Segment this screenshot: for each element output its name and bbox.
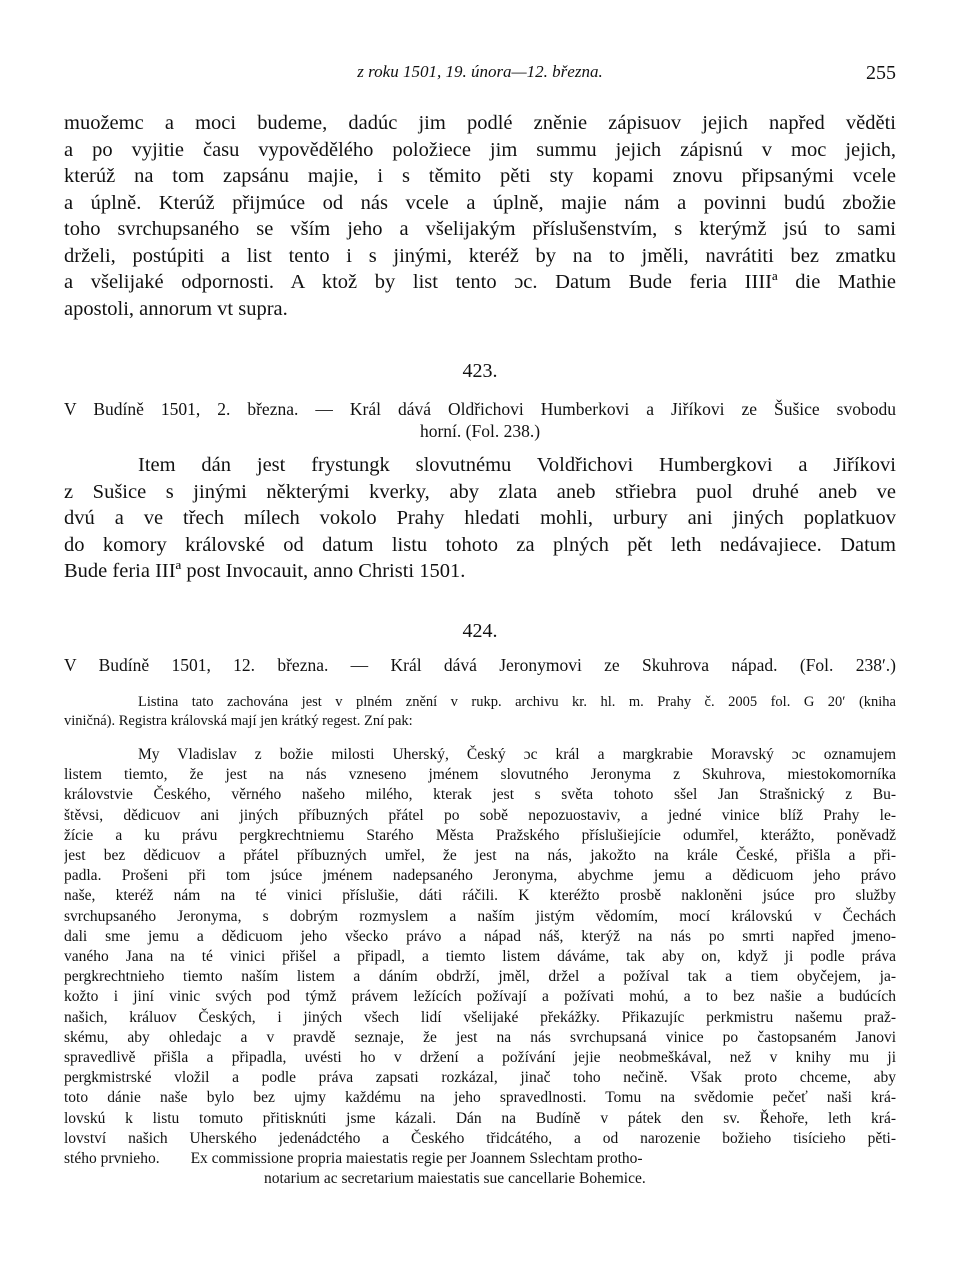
text-line: královstvie Českého, věrného našeho milého, kterak jest s světa tohoto sšel Jan Strašnický z Bu-: [64, 786, 896, 804]
note-line: Listina tato zachována jest v plném znění v rukp. archivu kr. hl. m. Prahy č. 2005 fol. G 20ʹ (kniha: [138, 694, 896, 710]
page-header: [64, 62, 896, 90]
text-line: a po vyjitie času vypověděléhо položiece jim summu jejich zápisnú v moc jejich,: [64, 138, 896, 161]
text-line: naše, kteréž nám na té vinici příslušie, dáti ráčili. K kteréžto prosbě nakloněni jsúce pro službу: [64, 887, 896, 905]
text-line: Item dán jest frystungk slovutnému Voldřichovi Humbergkovi a Jiříkovi: [138, 454, 896, 476]
text-line: a úplně. Kterúž přijmúce od nás vcele a úplně, majie nám a povinni budú zbožie: [64, 191, 896, 214]
text-line: štěvsi, dědicuov ani jiných příbuzných přátel po sobě nepozuostaviv, a jedné vinice blíž Prahy le-: [64, 806, 896, 824]
page-number: 255: [866, 62, 896, 84]
document-number-424: 424.: [462, 620, 498, 642]
document-body-424: [64, 745, 896, 1189]
text-line: muožemc a moci budeme, dadúc jim podlé zněnie zápisuov jejich napřed věděti: [64, 112, 896, 134]
text-line: toto dánie naše bylo bez ujmy každému na jeho spravedlnosti. Tomu na svědomie pečeť naši krá-: [64, 1089, 896, 1107]
text-line: lovskú k listu tomuto přitisknúti jsme kázali. Dán na Budíně v pátek den sv. Řehoře, leth krá-: [64, 1109, 896, 1127]
continuation-paragraph: [64, 110, 896, 322]
text-line: kterúž na tom zapsánu majie, i s těmito pěti sty kopami znovu připsanými vcele: [64, 165, 896, 187]
text-line: skému, aby ohledajc a v pravdě seznaje, že jest na nás svrchupsaná vinice po častopsaném Janovi: [64, 1028, 896, 1046]
text-line: a všelijaké odpornosti. A ktož by list tento ɔc. Datum Bude feria IIIIª die Mathie: [64, 271, 896, 293]
heading-line: horní. (Fol. 238.): [419, 421, 541, 441]
text-line: Bude feria IIIª post Invocauit, anno Christi 1501.: [64, 560, 466, 582]
signature-line: notarium ac secretarium maiestatis sue cancellarie Bohemice.: [264, 1170, 646, 1188]
text-line: dali sme jemu a dědicuom jeho všecko právo a nápad náš, kterýž na nás po smrti napřed jmeno-: [64, 927, 896, 945]
text-line: pergkmistrské vložil a podle práva zapsati rozkázal, jinač toho nečině. Však proto chceme, aby: [64, 1069, 896, 1087]
document-heading-423: [64, 398, 896, 442]
text-line: pergkrechtnieho tiemto naším listem a dáním obdrží, jměl, držel a požíval tak a tiem obyčejem, ja-: [64, 968, 896, 986]
text-line: kožto i jiní vinic svých pod týmž právem ležících požívají a požívati mohú, a to bez našie a budúcích: [64, 988, 896, 1006]
text-line: vaného Jana na té vinici přišel a připadl, a tiemto listem dáváme, tak aby on, když ji podle práva: [64, 948, 896, 966]
text-line: do komory královské od datum listu tohoto za plných pět leth nedávajiece. Datum: [64, 533, 896, 556]
document-number-423: 423.: [462, 360, 498, 382]
document-heading-424: [64, 654, 896, 676]
text-line: lovství našich Uherského jedenádctého a Českého třidcátého, a od narozenie božieho tisícieho pěti-: [64, 1129, 896, 1147]
text-line: žície a ku právu pergkrechtniemu Starého Města Pražského příslušiejície odumřel, kterážto, poněvadž: [64, 826, 896, 844]
text-line: padla. Prošeni při tom jsúce jménem nadepsaného Jeronyma, abychme jemu a dědicuom jeho právo: [64, 867, 896, 885]
text-line: toho svrchupsaného se vším jeho a všelijakým příslušenstvím, s kterýmž jsú to sami: [64, 218, 896, 240]
text-line: dvú a ve třech mílech vokolo Prahy hledati mohli, urbury ani jiných poplatkuov: [64, 507, 896, 529]
text-line: stého prvnieho. Ex commissione propria maiestatis regie per Joannem Sslechtam protho-: [64, 1150, 643, 1168]
text-line: My Vladislav z božie milosti Uherský, Český ɔc král a margkrabie Moravský ɔc oznamujem: [138, 746, 896, 763]
text-line: z Sušice s jinými některými kverky, aby zlata aneb střiebra puol druhé aneb ve: [64, 480, 896, 503]
running-head: z roku 1501, 19. února—12. března.: [357, 62, 603, 81]
text-line: svrchupsaného Jeronyma, s dobrým rozmyslem a naším jistým vědomím, mocí královskú v Čechách: [64, 907, 896, 925]
text-line: drželi, postúpiti a list tento i s jinými, kteréž by na to jměli, navrátiti bez zmatku: [64, 244, 896, 267]
text-line: našich, králuov Českých, i jiných všech lidí všelijaké překážky. Přikazujíc perkmistru našemu praž-: [64, 1008, 896, 1026]
heading-line: V Budíně 1501, 12. března. — Král dává Jeronymovi ze Skuhrova nápad. (Fol. 238ʹ.): [64, 655, 896, 675]
text-line: spravedlivě přišla a připadla, uvésti ho v držení a požívání jejie neobmeškával, než v knihy mu ji: [64, 1049, 896, 1067]
heading-line: V Budíně 1501, 2. března. — Král dává Oldřichovi Humberkovi a Jiříkovi ze Šušice svobodu: [64, 399, 896, 419]
editorial-note-424: [64, 693, 896, 730]
note-line: viničná). Registra královská mají jen krátký regest. Zní pak:: [64, 712, 413, 729]
text-line: apostoli, annorum vt supra.: [64, 297, 288, 320]
document-body-423: [64, 452, 896, 585]
text-line: listem tiemto, že jest na nás vzneseno jménem slovutného Jeronyma z Skuhrova, miestokomorníka: [64, 766, 896, 784]
text-line: jest bez dědicuov a přátel příbuzných umřel, že jest na nás, jakožto na krále České, přišla a při-: [64, 847, 896, 865]
